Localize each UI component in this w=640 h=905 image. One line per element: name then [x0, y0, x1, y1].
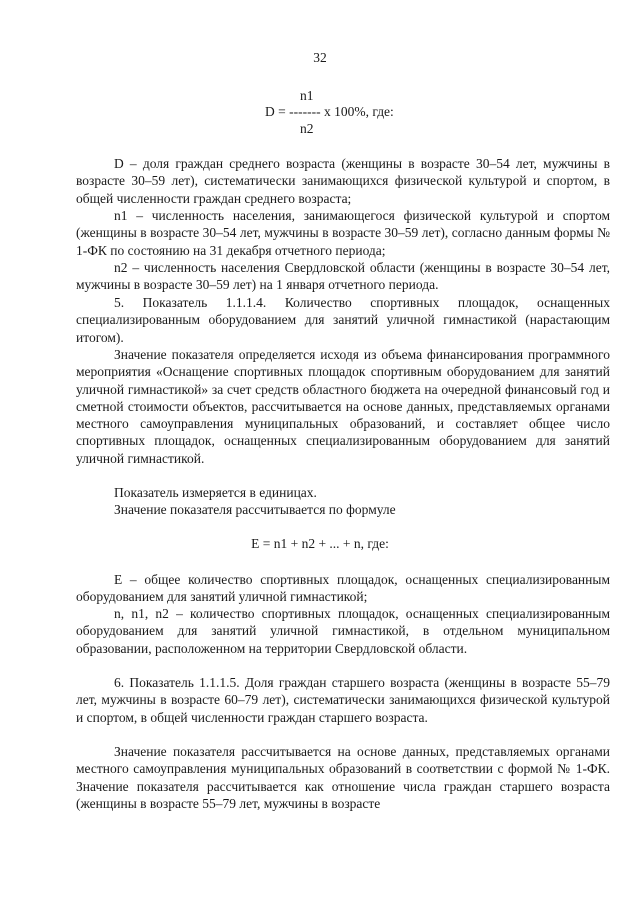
page-number: 32 — [313, 50, 327, 65]
paragraph-indicator-calculation: Значение показателя рассчитывается на основе данных, представляемых органами местного самоуправления муниципальных образований в соответствии с формой № 1-ФК. Значение показателя рассчитывается как отношение числа граждан старшего возраста (женщины в возрасте 55–79 лет, мужчины в возрасте — [76, 744, 610, 811]
paragraph-indicator-1-1-1-4: 5. Показатель 1.1.1.4. Количество спортивных площадок, оснащенных специализированным оборудованием для занятий уличной гимнастикой (нарастающим итогом). — [76, 295, 610, 345]
paragraph-n1-definition: n1 – численность населения, занимающегося физической культурой и спортом (женщины в возрасте 30–54 лет, мужчины в возрасте 30–59 лет), согласно данным формы № 1-ФК по состоянию на 31 декабря отчетного периода; — [76, 208, 610, 258]
paragraph-units: Показатель измеряется в единицах. — [114, 485, 317, 500]
paragraph-formula-intro: Значение показателя рассчитывается по формуле — [114, 502, 396, 517]
paragraph-d-definition: D – доля граждан среднего возраста (женщины в возрасте 30–54 лет, мужчины в возрасте 30–59 лет), систематически занимающихся физической культурой и спортом, в общей численности граждан среднего возраста; — [76, 156, 610, 206]
paragraph-indicator-1-1-1-5: 6. Показатель 1.1.1.5. Доля граждан старшего возраста (женщины в возрасте 55–79 лет, мужчины в возрасте 60–79 лет), систематически занимающихся физической культурой и спортом, в общей численности граждан старшего возраста. — [76, 675, 610, 725]
formula-e: E = n1 + n2 + ... + n, где: — [251, 536, 389, 551]
paragraph-n-definition: n, n1, n2 – количество спортивных площадок, оснащенных специализированным оборудованием для занятий уличной гимнастикой, в отдельном муниципальном образовании, расположенном на территории Свердловской области. — [76, 606, 610, 656]
formula-d-denominator: n2 — [300, 121, 314, 136]
paragraph-indicator-value-description: Значение показателя определяется исходя из объема финансирования программного мероприятия «Оснащение спортивных площадок спортивным оборудованием для занятий уличной гимнастикой» за счет средств областного бюджета на очередной финансовый год и сметной стоимости объектов, рассчитывается на основе данных, представляемых органами местного самоуправления муниципальных образований, и составляет общее число спортивных площадок, оснащенных специализированным оборудованием для занятий уличной гимнастикой. — [76, 347, 610, 466]
paragraph-e-definition: E – общее количество спортивных площадок, оснащенных специализированным оборудованием для занятий уличной гимнастикой; — [76, 572, 610, 605]
paragraph-n2-definition: n2 – численность населения Свердловской области (женщины в возрасте 30–54 лет, мужчины в возрасте 30–59 лет) на 1 января отчетного периода. — [76, 260, 610, 293]
formula-d-numerator: n1 — [300, 88, 314, 103]
formula-d-main: D = ------- x 100%, где: — [265, 104, 394, 119]
